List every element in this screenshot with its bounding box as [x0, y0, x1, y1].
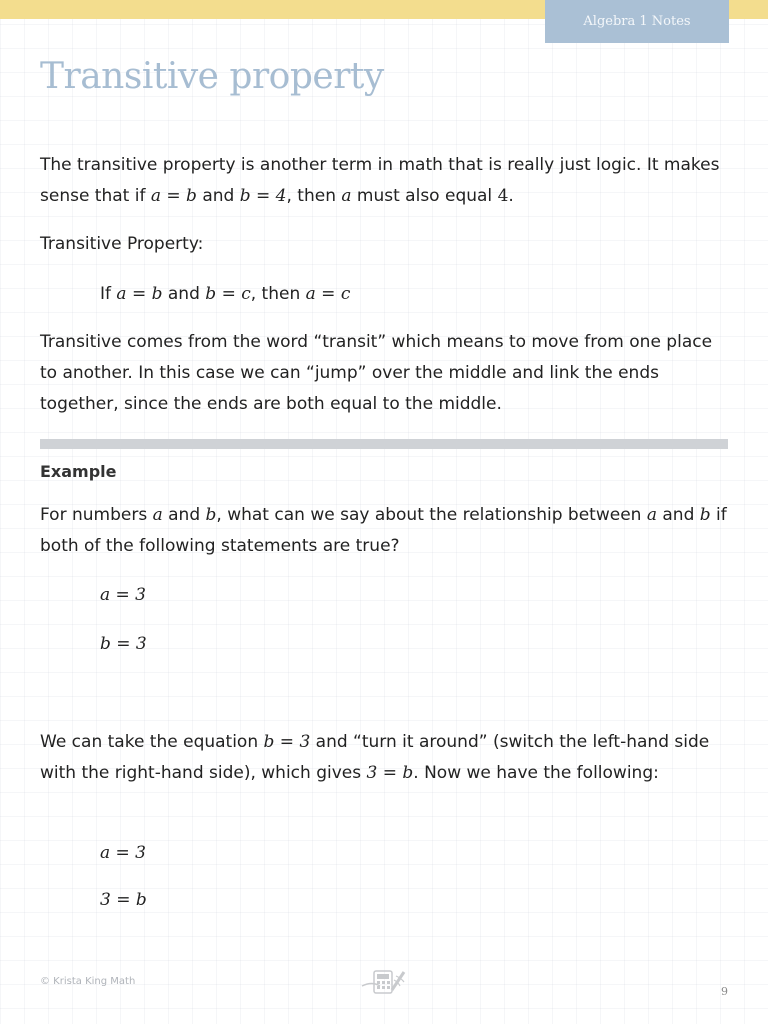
section-divider — [40, 439, 728, 449]
solution-text-2: and “turn it around” (switch the left-hand side with the right-hand side), which gives — [40, 732, 710, 783]
solution-text-1: We can take the equation — [40, 732, 264, 752]
intro-math-1: a = b — [150, 186, 197, 206]
solution-math-1: b = 3 — [263, 732, 311, 752]
intro-math-2: b = 4 — [239, 186, 287, 206]
solution-paragraph — [40, 727, 730, 789]
property-text-2: and — [162, 284, 206, 304]
page-number: 9 — [721, 985, 728, 998]
intro-text-5: . — [508, 186, 514, 206]
equation-a-equals-3: a = 3 — [100, 585, 147, 605]
solution-math-2: 3 = b — [366, 763, 414, 783]
question-math-1: a — [152, 505, 163, 525]
question-math-4: b — [699, 505, 711, 525]
question-text-4: and — [656, 505, 700, 525]
property-label: Transitive Property: — [40, 234, 204, 254]
question-text-3: , what can we say about the relationship between — [216, 505, 647, 525]
property-math-1: a = b — [116, 284, 163, 304]
question-text-2: and — [162, 505, 206, 525]
intro-paragraph — [40, 150, 730, 212]
intro-text-2: and — [196, 186, 240, 206]
intro-text-4: must also equal — [351, 186, 498, 206]
example-heading: Example — [40, 462, 117, 481]
question-text-5: if both of the following statements are true? — [40, 505, 727, 556]
equation-b-equals-3: b = 3 — [100, 634, 147, 654]
intro-math-3: a — [341, 186, 352, 206]
copyright: © Krista King Math — [40, 976, 136, 987]
property-text-3: , then — [250, 284, 306, 304]
property-math-2: b = c — [205, 284, 251, 304]
intro-text-3: , then — [286, 186, 342, 206]
solution-text-3: . Now we have the following: — [413, 763, 659, 783]
calculator-pencil-icon — [360, 966, 408, 1000]
equation-a-equals-3-repeat: a = 3 — [100, 843, 147, 863]
section-tab: Algebra 1 Notes — [545, 0, 729, 43]
question-text-1: For numbers — [40, 505, 153, 525]
example-question — [40, 500, 730, 562]
explanation-paragraph: Transitive comes from the word “transit” which means to move from one place to another. In this case we can “jump” over the middle and link the ends together, since the ends are both equal to the middle. — [40, 332, 713, 414]
property-text-1: If — [100, 284, 117, 304]
intro-text-1: The transitive property is another term in math that is really just logic. It makes sense that if — [40, 155, 720, 206]
property-statement — [100, 282, 350, 306]
page-title: Transitive property — [40, 56, 384, 97]
question-math-3: a — [646, 505, 657, 525]
equation-3-equals-b: 3 = b — [100, 890, 147, 910]
question-math-2: b — [205, 505, 217, 525]
intro-math-4: 4 — [497, 186, 509, 206]
property-math-3: a = c — [305, 284, 351, 304]
